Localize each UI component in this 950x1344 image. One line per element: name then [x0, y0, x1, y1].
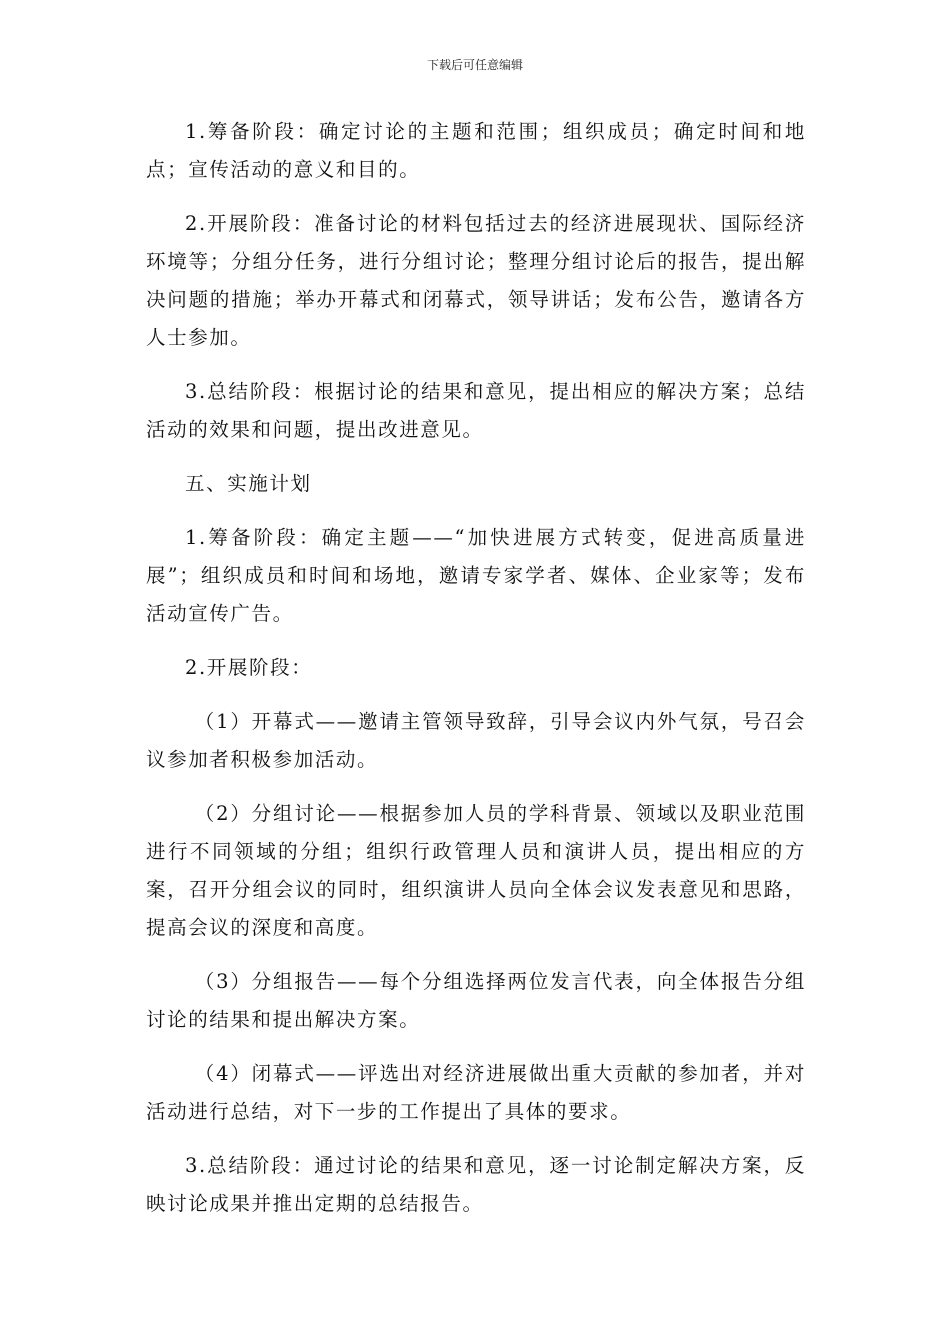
- paragraph-plan-execution-stage: 2.开展阶段：: [185, 656, 313, 679]
- paragraph-summary-stage: 3.总结阶段：根据讨论的结果和意见，提出相应的解决方案；总结活动的效果和问题，提出改进意见。: [146, 380, 806, 441]
- paragraph-preparation-stage: 1.筹备阶段：确定讨论的主题和范围；组织成员；确定时间和地点；宣传活动的意义和目的。: [146, 120, 806, 181]
- section-heading-implementation-plan: 五、实施计划: [185, 472, 312, 495]
- paragraph-group-discussion: （2）分组讨论——根据参加人员的学科背景、领域以及职业范围进行不同领域的分组；组织行政管理人员和演讲人员，提出相应的方案，召开分组会议的同时，组织演讲人员向全体会议发表意见和思路，提高会议的深度和高度。: [146, 802, 806, 939]
- paragraph-plan-preparation-stage: 1.筹备阶段：确定主题——“加快进展方式转变，促进高质量进展”；组织成员和时间和场地，邀请专家学者、媒体、企业家等；发布活动宣传广告。: [146, 526, 806, 625]
- paragraph-execution-stage: 2.开展阶段：准备讨论的材料包括过去的经济进展现状、国际经济环境等；分组分任务，进行分组讨论；整理分组讨论后的报告，提出解决问题的措施；举办开幕式和闭幕式，领导讲话；发布公告，邀请各方人士参加。: [146, 212, 806, 349]
- paragraph-plan-summary-stage: 3.总结阶段：通过讨论的结果和意见，逐一讨论制定解决方案，反映讨论成果并推出定期的总结报告。: [146, 1154, 806, 1215]
- document-body: [146, 113, 806, 1239]
- paragraph-opening-ceremony: （1）开幕式——邀请主管领导致辞，引导会议内外气氛，号召会议参加者积极参加活动。: [146, 710, 806, 771]
- page-header-watermark: 下载后可任意编辑: [426, 58, 523, 72]
- paragraph-group-report: （3）分组报告——每个分组选择两位发言代表，向全体报告分组讨论的结果和提出解决方案。: [146, 970, 806, 1031]
- paragraph-closing-ceremony: （4）闭幕式——评选出对经济进展做出重大贡献的参加者，并对活动进行总结，对下一步的工作提出了具体的要求。: [146, 1062, 806, 1123]
